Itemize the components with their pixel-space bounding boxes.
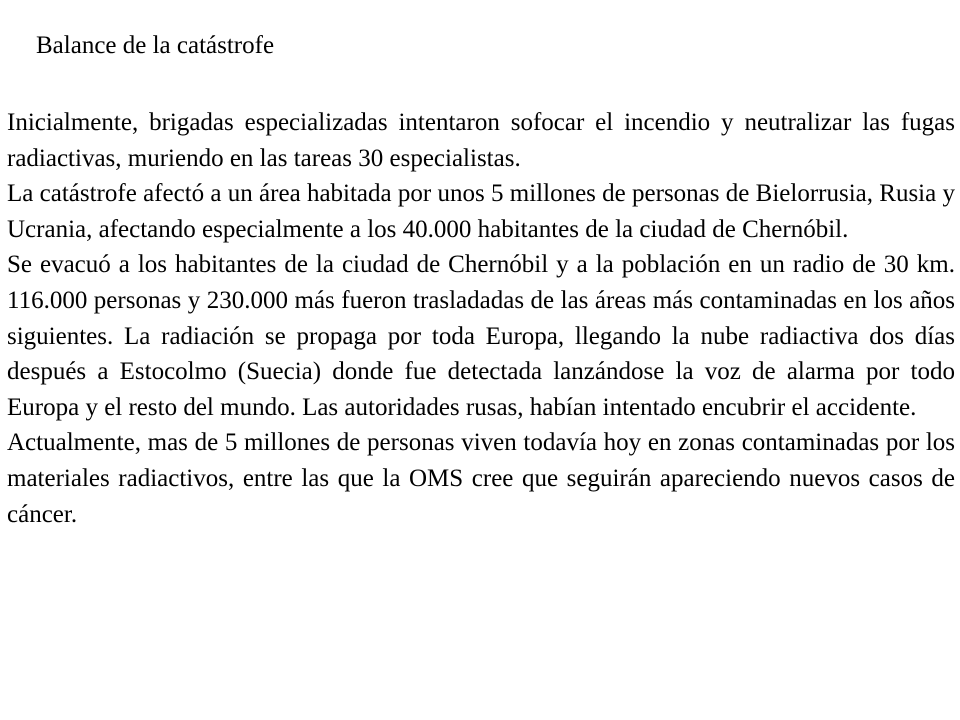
slide-title: Balance de la catástrofe bbox=[36, 32, 275, 59]
slide-body bbox=[7, 105, 955, 532]
paragraph-current-situation: Actualmente, mas de 5 millones de personas viven todavía hoy en zonas contaminadas por los materiales radiactivos, entre las que la OMS cree que seguirán apareciendo nuevos casos de cáncer. bbox=[7, 429, 955, 528]
paragraph-evacuation: Se evacuó a los habitantes de la ciudad de Chernóbil y a la población en un radio de 30 km. 116.000 personas y 230.000 más fueron trasladadas de las áreas más contaminadas en los años siguientes. La radiación se propaga por toda Europa, llegando la nube radiactiva dos días después a Estocolmo (Suecia) donde fue detectada lanzándose la voz de alarma por todo Europa y el resto del mundo. Las autoridades rusas, habían intentado encubrir el accidente. bbox=[7, 251, 955, 421]
paragraph-initial-response: Inicialmente, brigadas especializadas intentaron sofocar el incendio y neutralizar las fugas radiactivas, muriendo en las tareas 30 especialistas. bbox=[7, 109, 955, 172]
paragraph-affected-area: La catástrofe afectó a un área habitada por unos 5 millones de personas de Bielorrusia, Rusia y Ucrania, afectando especialmente a los 40.000 habitantes de la ciudad de Chernóbil. bbox=[7, 180, 955, 243]
